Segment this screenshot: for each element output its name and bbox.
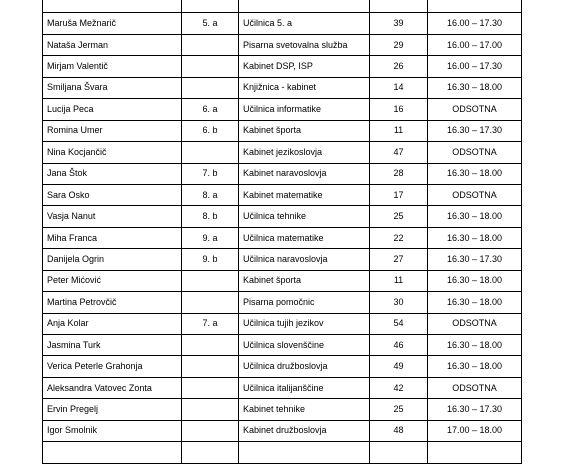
table-row xyxy=(43,13,522,34)
office-hours-cell: ODSOTNA xyxy=(428,142,522,163)
table-row xyxy=(43,335,522,356)
room-number-cell: 22 xyxy=(370,227,428,248)
office-hours-cell: 16.30 – 17.30 xyxy=(428,120,522,141)
table-row xyxy=(43,399,522,420)
class-cell: 9. b xyxy=(182,249,239,270)
teacher-name-cell: Romina Umer xyxy=(43,120,182,141)
table-row xyxy=(43,206,522,227)
teacher-name-cell: Nataša Jerman xyxy=(43,34,182,55)
table-row xyxy=(43,34,522,55)
table-row xyxy=(43,77,522,98)
room-cell: Učilnica tujih jezikov xyxy=(239,313,370,334)
teacher-name-cell: Ervin Pregelj xyxy=(43,399,182,420)
room-cell: Pisarna svetovalna služba xyxy=(239,34,370,55)
room-cell: Učilnica matematike xyxy=(239,227,370,248)
room-cell: Učilnica informatike xyxy=(239,99,370,120)
teacher-name-cell: Sara Osko xyxy=(43,184,182,205)
room-number-cell xyxy=(370,0,428,13)
office-hours-cell: ODSOTNA xyxy=(428,313,522,334)
table-row xyxy=(43,420,522,441)
office-hours-cell xyxy=(428,442,522,463)
room-number-cell: 49 xyxy=(370,356,428,377)
class-cell xyxy=(182,270,239,291)
room-cell: Kabinet jezikoslovja xyxy=(239,142,370,163)
room-number-cell: 26 xyxy=(370,56,428,77)
class-cell xyxy=(182,77,239,98)
office-hours-cell: 17.00 – 18.00 xyxy=(428,420,522,441)
teacher-name-cell: Maruša Mežnarič xyxy=(43,13,182,34)
table-row xyxy=(43,163,522,184)
room-number-cell: 11 xyxy=(370,270,428,291)
table-row xyxy=(43,249,522,270)
teacher-name-cell: Aleksandra Vatovec Zonta xyxy=(43,377,182,398)
teacher-name-cell: Danijela Ogrin xyxy=(43,249,182,270)
teacher-name-cell xyxy=(43,0,182,13)
teacher-name-cell: Igor Smolnik xyxy=(43,420,182,441)
teacher-name-cell: Miha Franca xyxy=(43,227,182,248)
class-cell: 8. a xyxy=(182,184,239,205)
table-row xyxy=(43,56,522,77)
room-number-cell: 48 xyxy=(370,420,428,441)
room-number-cell xyxy=(370,442,428,463)
class-cell xyxy=(182,292,239,313)
class-cell xyxy=(182,34,239,55)
class-cell xyxy=(182,420,239,441)
room-cell: Učilnica družboslovja xyxy=(239,356,370,377)
teacher-name-cell: Mirjam Valentič xyxy=(43,56,182,77)
class-cell: 6. b xyxy=(182,120,239,141)
class-cell: 9. a xyxy=(182,227,239,248)
teacher-name-cell: Anja Kolar xyxy=(43,313,182,334)
room-number-cell: 30 xyxy=(370,292,428,313)
table-row xyxy=(43,99,522,120)
class-cell xyxy=(182,335,239,356)
room-cell: Kabinet matematike xyxy=(239,184,370,205)
teacher-name-cell: Jasmina Turk xyxy=(43,335,182,356)
teacher-name-cell: Martina Petrovčič xyxy=(43,292,182,313)
office-hours-cell: 16.30 – 18.00 xyxy=(428,77,522,98)
room-number-cell: 25 xyxy=(370,399,428,420)
table-row xyxy=(43,377,522,398)
room-number-cell: 25 xyxy=(370,206,428,227)
office-hours-cell: 16.00 – 17.30 xyxy=(428,13,522,34)
office-hours-cell: 16.30 – 18.00 xyxy=(428,356,522,377)
class-cell xyxy=(182,0,239,13)
room-number-cell: 42 xyxy=(370,377,428,398)
room-number-cell: 47 xyxy=(370,142,428,163)
room-cell: Učilnica italijanščine xyxy=(239,377,370,398)
table-row xyxy=(43,0,522,13)
class-cell xyxy=(182,377,239,398)
class-cell xyxy=(182,399,239,420)
office-hours-cell: 16.30 – 18.00 xyxy=(428,163,522,184)
office-hours-cell: ODSOTNA xyxy=(428,99,522,120)
teacher-name-cell: Verica Peterle Grahonja xyxy=(43,356,182,377)
office-hours-cell: 16.30 – 18.00 xyxy=(428,335,522,356)
class-cell: 7. b xyxy=(182,163,239,184)
table-row xyxy=(43,270,522,291)
schedule-body xyxy=(43,0,522,463)
room-cell: Kabinet DSP, ISP xyxy=(239,56,370,77)
table-row xyxy=(43,442,522,463)
room-number-cell: 39 xyxy=(370,13,428,34)
table-row xyxy=(43,292,522,313)
room-cell: Učilnica 5. a xyxy=(239,13,370,34)
room-cell: Kabinet tehnike xyxy=(239,399,370,420)
class-cell xyxy=(182,356,239,377)
class-cell xyxy=(182,56,239,77)
room-number-cell: 54 xyxy=(370,313,428,334)
room-number-cell: 27 xyxy=(370,249,428,270)
table-row xyxy=(43,184,522,205)
office-hours-cell: 16.30 – 17.30 xyxy=(428,249,522,270)
room-cell: Kabinet športa xyxy=(239,270,370,291)
teacher-name-cell: Lucija Peca xyxy=(43,99,182,120)
class-cell xyxy=(182,442,239,463)
room-cell: Kabinet športa xyxy=(239,120,370,141)
teacher-name-cell: Smiljana Švara xyxy=(43,77,182,98)
teacher-name-cell xyxy=(43,442,182,463)
room-cell: Učilnica tehnike xyxy=(239,206,370,227)
table-row xyxy=(43,356,522,377)
teacher-name-cell: Vasja Nanut xyxy=(43,206,182,227)
room-cell: Knjižnica - kabinet xyxy=(239,77,370,98)
office-hours-cell: ODSOTNA xyxy=(428,377,522,398)
room-number-cell: 14 xyxy=(370,77,428,98)
room-number-cell: 11 xyxy=(370,120,428,141)
office-hours-cell xyxy=(428,0,522,13)
class-cell: 5. a xyxy=(182,13,239,34)
teacher-name-cell: Peter Mićović xyxy=(43,270,182,291)
room-cell: Pisarna pomočnic xyxy=(239,292,370,313)
office-hours-cell: 16.30 – 18.00 xyxy=(428,270,522,291)
room-cell: Kabinet naravoslovja xyxy=(239,163,370,184)
room-number-cell: 46 xyxy=(370,335,428,356)
class-cell xyxy=(182,142,239,163)
room-cell: Učilnica naravoslovja xyxy=(239,249,370,270)
class-cell: 6. a xyxy=(182,99,239,120)
office-hours-cell: 16.00 – 17.30 xyxy=(428,56,522,77)
room-cell xyxy=(239,0,370,13)
table-row xyxy=(43,142,522,163)
consultation-schedule-table xyxy=(42,0,522,464)
table-row xyxy=(43,120,522,141)
office-hours-cell: 16.30 – 17.30 xyxy=(428,399,522,420)
room-number-cell: 17 xyxy=(370,184,428,205)
office-hours-cell: ODSOTNA xyxy=(428,184,522,205)
room-cell: Kabinet družboslovja xyxy=(239,420,370,441)
office-hours-cell: 16.00 – 17.00 xyxy=(428,34,522,55)
teacher-name-cell: Nina Kocjančič xyxy=(43,142,182,163)
class-cell: 7. a xyxy=(182,313,239,334)
room-cell: Učilnica slovenščine xyxy=(239,335,370,356)
room-number-cell: 16 xyxy=(370,99,428,120)
table-row xyxy=(43,227,522,248)
class-cell: 8. b xyxy=(182,206,239,227)
room-cell xyxy=(239,442,370,463)
room-number-cell: 28 xyxy=(370,163,428,184)
table-row xyxy=(43,313,522,334)
office-hours-cell: 16.30 – 18.00 xyxy=(428,227,522,248)
office-hours-cell: 16.30 – 18.00 xyxy=(428,206,522,227)
office-hours-cell: 16.30 – 18.00 xyxy=(428,292,522,313)
room-number-cell: 29 xyxy=(370,34,428,55)
teacher-name-cell: Jana Štok xyxy=(43,163,182,184)
